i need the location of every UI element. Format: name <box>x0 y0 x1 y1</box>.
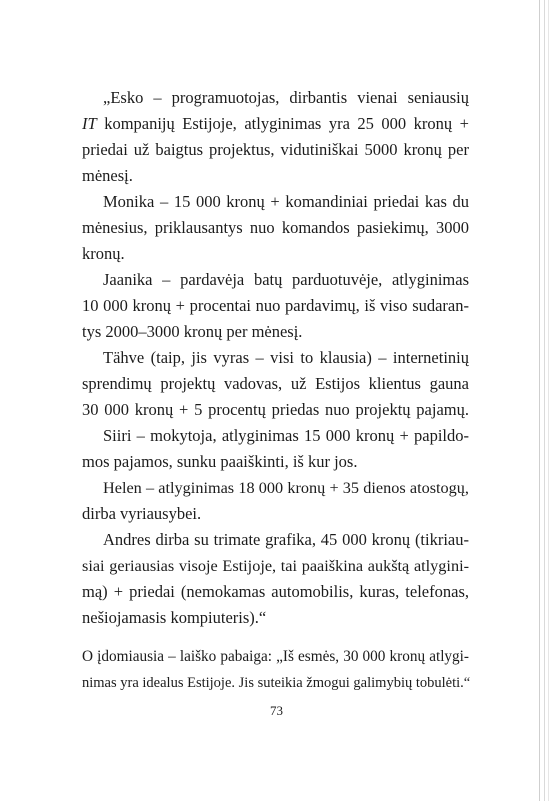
text-line: priedai už baigtus projektus, vidutiniškai 5000 kronų per <box>82 140 469 159</box>
text-line: Andres dirba su trimate grafika, 45 000 kronų (tikriau- <box>103 530 469 549</box>
text-line: Tähve (taip, jis vyras – visi to klausia) – internetinių <box>103 348 469 367</box>
text-line: 30 000 kronų + 5 procentų priedas nuo projektų pajamų. <box>82 400 469 419</box>
text-line: mėnesius, priklausantys nuo komandos pasiekimų, 3000 <box>82 218 469 237</box>
text-line: nešiojamasis kompiuteris).“ <box>82 608 267 627</box>
text-line <box>82 111 469 137</box>
text-line: siai geriausias visoje Estijoje, tai paaiškina aukštą atlygini- <box>82 557 469 575</box>
text-line: mos pajamos, sunku paaiškinti, iš kur jos. <box>82 452 358 471</box>
page-edge-line <box>539 0 540 801</box>
body-text <box>82 85 469 696</box>
text-line: Helen – atlyginimas 18 000 kronų + 35 dienos atostogų, <box>103 479 469 497</box>
text-line: Siiri – mokytoja, atlyginimas 15 000 kronų + papildo- <box>103 426 469 445</box>
text-line: Jaanika – pardavėja batų parduotuvėje, atlyginimas <box>103 270 469 289</box>
text-line: 10 000 kronų + procentai nuo pardavimų, iš viso sudaran- <box>82 296 469 315</box>
italic-term: IT <box>82 114 97 133</box>
text-line-rest: kompanijų Estijoje, atlyginimas yra 25 000 kronų + <box>104 114 469 133</box>
page-number: 73 <box>270 703 283 718</box>
text-line: Monika – 15 000 kronų + komandiniai priedai kas du <box>103 192 469 211</box>
text-line: dirba vyriausybei. <box>82 504 202 523</box>
text-line: nimas yra idealus Estijoje. Jis suteikia žmogui galimybių tobulėti.“ <box>82 675 471 691</box>
text-line: „Esko – programuotojas, dirbantis vienai seniausių <box>103 88 469 107</box>
text-line: kronų. <box>82 244 125 263</box>
page-edge-line <box>544 0 545 801</box>
text-line: mėnesį. <box>82 166 133 185</box>
page-edge-line <box>548 0 549 801</box>
text-line: tys 2000–3000 kronų per mėnesį. <box>82 322 303 341</box>
text-line: O įdomiausia – laiško pabaiga: „Iš esmės, 30 000 kronų atlygi- <box>82 648 469 665</box>
text-line: mą) + priedai (nemokamas automobilis, kuras, telefonas, <box>82 582 469 601</box>
text-line: sprendimų projektų vadovas, už Estijos klientus gauna <box>82 374 469 393</box>
